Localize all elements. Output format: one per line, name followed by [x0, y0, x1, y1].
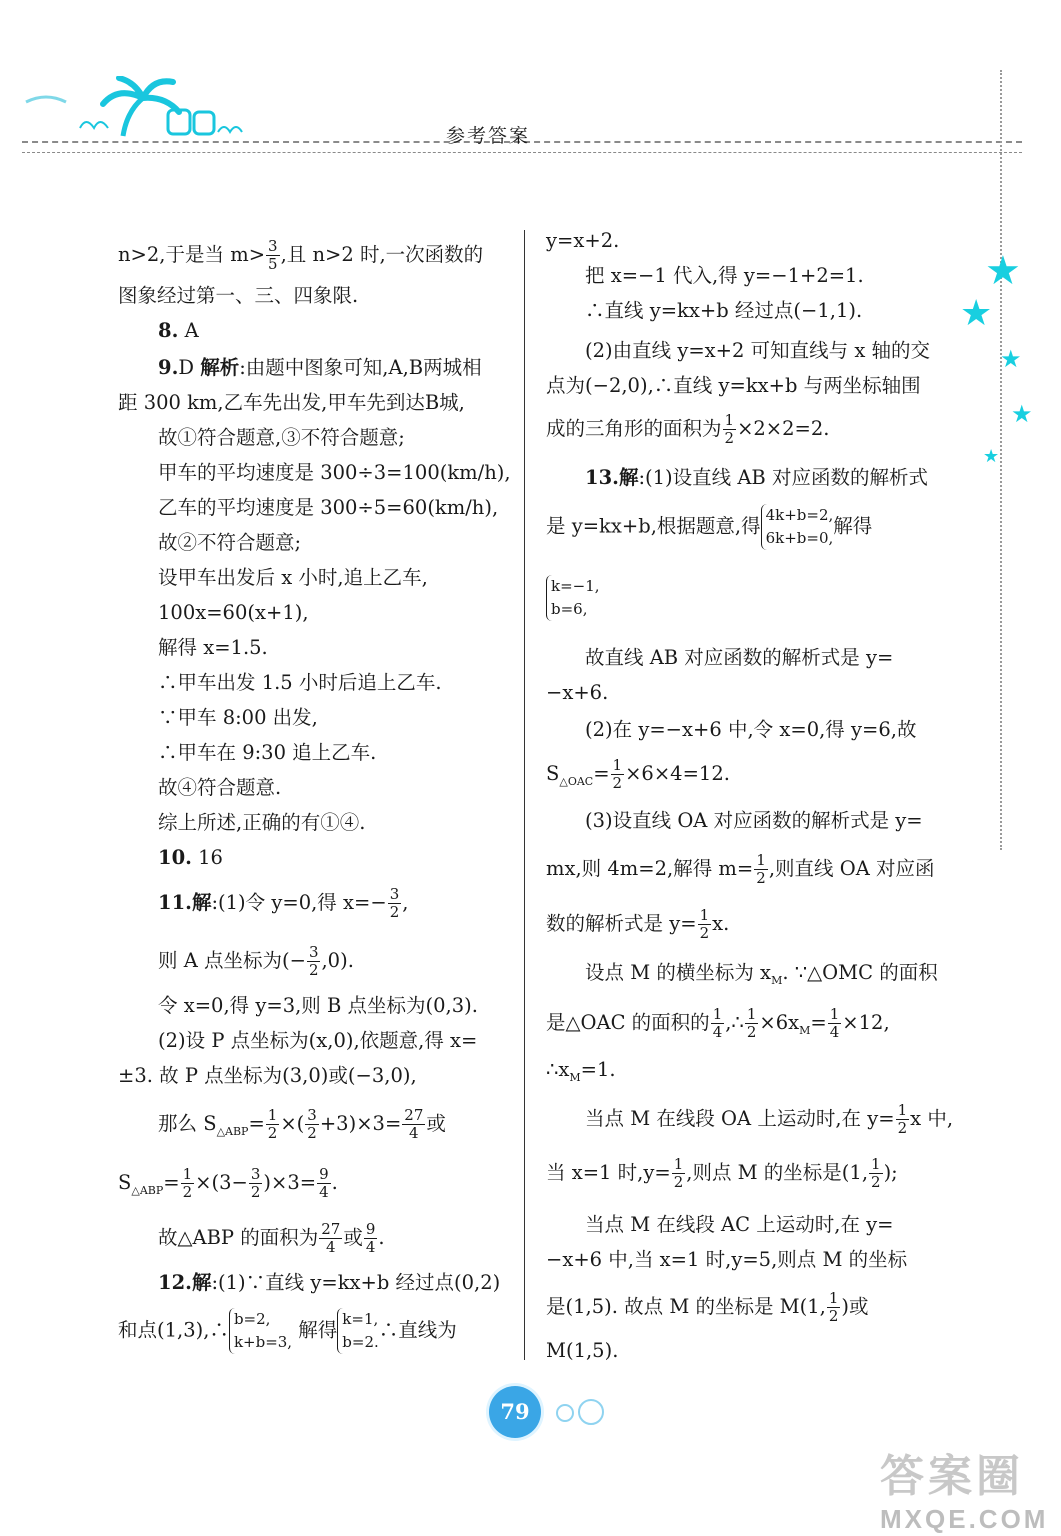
- text-line: 故②不符合题意;: [158, 531, 302, 554]
- header-rule-2: [22, 152, 1022, 153]
- text-line: 解得 x=1.5.: [158, 636, 268, 659]
- answer-10: 10. 16: [158, 846, 223, 869]
- margin-dotted-line: [1000, 70, 1002, 850]
- star-icon: ★: [960, 293, 993, 334]
- text-line: (3)设直线 OA 对应函数的解析式是 y=: [585, 809, 923, 832]
- text-line: $\therefore x_M=1$.: [546, 1058, 616, 1084]
- text-line: 故直线 AB 对应函数的解析式是 y=: [585, 646, 894, 669]
- formula-line: 故△ABP 的面积为 $\frac{27}{4}$ 或 $\frac{9}{4}$ .: [158, 1220, 385, 1256]
- text-line: M(1,5).: [546, 1339, 619, 1362]
- formula-line: 是△OAC 的面积的 $\frac{1}{4}$ ,∴ $\frac{1}{2}$ $\times 6x_M=$ $\frac{1}{4}$ ×12,: [546, 1005, 890, 1041]
- text-line: 甲车的平均速度是 300÷3=100(km/h),: [158, 461, 511, 484]
- text-line: 则 A 点坐标为(− $\frac{3}{2}$ ,0).: [158, 943, 354, 979]
- star-icon: ★: [985, 248, 1021, 294]
- text-line: 令 x=0,得 y=3,则 B 点坐标为(0,3).: [158, 994, 478, 1017]
- formula-line: 当 x=1 时,y= $\frac{1}{2}$ ,则点 M 的坐标是(1, $\frac{1}{2}$ );: [546, 1155, 898, 1191]
- column-divider: [524, 230, 525, 1360]
- text-line: 图象经过第一、三、四象限.: [118, 284, 359, 307]
- text-line: ∴甲车出发 1.5 小时后追上乙车.: [158, 671, 442, 694]
- text-line: 设点 M 的横坐标为 $x_M$. ∵△OMC 的面积: [585, 961, 938, 987]
- star-icon: ★: [1011, 400, 1033, 428]
- palm-tree-logo: [18, 76, 258, 146]
- text-line: 距 300 km,乙车先出发,甲车先到达B城,: [118, 391, 465, 414]
- text-line: 综上所述,正确的有①④.: [158, 811, 366, 834]
- text-line: −x+6.: [546, 681, 609, 704]
- formula-line: 那么 $S_{\triangle ABP}=$ $\frac{1}{2}$ ×( $\frac{3}{2}$ +3)×3= $\frac{27}{4}$ 或: [158, 1106, 446, 1142]
- watermark-logo: 答案圈 MXQE.COM: [880, 1452, 1049, 1534]
- formula-line: $S_{\triangle ABP}=$ $\frac{1}{2}$ ×(3− $\frac{3}{2}$ )×3= $\frac{9}{4}$ .: [118, 1165, 338, 1201]
- text-line: (2)由直线 y=x+2 可知直线与 x 轴的交: [585, 339, 931, 362]
- text-line: y=x+2.: [546, 229, 620, 252]
- text-line: 点为(−2,0),∴直线 y=kx+b 与两坐标轴围: [546, 374, 921, 397]
- formula-line: 是(1,5). 故点 M 的坐标是 M(1, $\frac{1}{2}$ )或: [546, 1289, 869, 1325]
- page-header-title: 参考答案: [446, 125, 531, 147]
- formula-line: 是 y=kx+b,根据题意,得 4k+b=2, 6k+b=0, 解得: [546, 504, 872, 550]
- text-line: ∴直线 y=kx+b 经过点(−1,1).: [585, 299, 863, 322]
- formula-line: mx,则 4m=2,解得 m= $\frac{1}{2}$ ,则直线 OA 对应函: [546, 851, 935, 887]
- text-line: 当点 M 在线段 AC 上运动时,在 y=: [585, 1213, 894, 1236]
- answer-8: 8. A: [158, 319, 199, 342]
- formula-line: $S_{\triangle OAC}=$ $\frac{1}{2}$ ×6×4=12.: [546, 756, 730, 792]
- answer-13: 13.解:(1)设直线 AB 对应函数的解析式: [585, 466, 928, 489]
- decor-circle: [556, 1404, 574, 1422]
- text-line: (2)设 P 点坐标为(x,0),依题意,得 x=: [158, 1029, 478, 1052]
- page-number: 79: [489, 1386, 541, 1438]
- answer-9: 9.D 解析:由题中图象可知,A,B两城相: [158, 356, 482, 379]
- text-line: −x+6 中,当 x=1 时,y=5,则点 M 的坐标: [546, 1248, 908, 1271]
- text-line: (2)在 y=−x+6 中,令 x=0,得 y=6,故: [585, 718, 917, 741]
- formula-line: 成的三角形的面积为 $\frac{1}{2}$ ×2×2=2.: [546, 411, 830, 447]
- text-line: 设甲车出发后 x 小时,追上乙车,: [158, 566, 428, 589]
- answer-12: 12.解:(1)∵直线 y=kx+b 经过点(0,2): [158, 1271, 501, 1294]
- formula-line: k=−1, b=6,: [546, 575, 600, 621]
- text-line: 故①符合题意,③不符合题意;: [158, 426, 405, 449]
- formula-line: 和点(1,3),∴ b=2, k+b=3, 解得 k=1, b=2. ∴直线为: [118, 1308, 457, 1354]
- answer-11: 11.解:(1)令 y=0,得 x=− $\frac{3}{2}$ ,: [158, 885, 409, 921]
- star-icon: ★: [983, 446, 1000, 467]
- text-line: 把 x=−1 代入,得 y=−1+2=1.: [585, 264, 864, 287]
- text-line: 100x=60(x+1),: [158, 601, 309, 624]
- text-line: ∵甲车 8:00 出发,: [158, 706, 318, 729]
- formula-line: 数的解析式是 y= $\frac{1}{2}$ x.: [546, 906, 730, 942]
- formula-line: 当点 M 在线段 OA 上运动时,在 y= $\frac{1}{2}$ x 中,: [585, 1101, 954, 1137]
- decor-circle: [578, 1399, 604, 1425]
- text-line: ∴甲车在 9:30 追上乙车.: [158, 741, 377, 764]
- text-line: 乙车的平均速度是 300÷5=60(km/h),: [158, 496, 499, 519]
- star-icon: ★: [1000, 345, 1022, 373]
- text-line: n>2,于是当 m> $\frac{3}{5}$ ,且 n>2 时,一次函数的: [118, 237, 484, 273]
- text-line: 故④符合题意.: [158, 776, 282, 799]
- text-line: ±3. 故 P 点坐标为(3,0)或(−3,0),: [118, 1064, 417, 1087]
